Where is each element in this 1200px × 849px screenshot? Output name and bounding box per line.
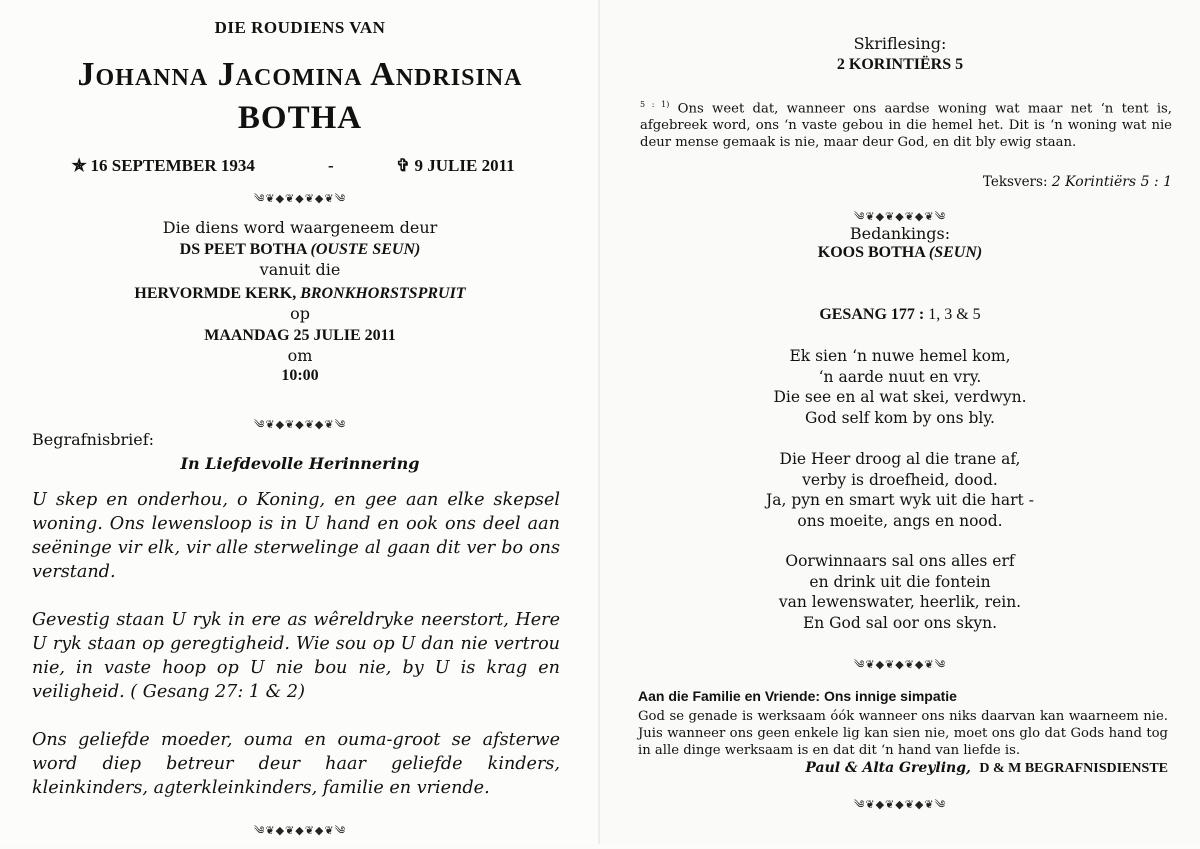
cross-icon: ✞ <box>396 156 411 175</box>
signature-line <box>805 760 1168 777</box>
condolence-title: Aan die Familie en Vriende: Ons innige simpatie <box>638 688 957 704</box>
scripture-verse <box>640 96 1172 151</box>
minister-note: (OUSTE SEUN) <box>310 241 421 258</box>
on-line: op <box>290 304 310 323</box>
church-name: HERVORMDE KERK, <box>134 285 297 302</box>
hymn-verses: 1, 3 & 5 <box>928 306 981 323</box>
from-line: vanuit die <box>259 260 341 279</box>
funeral-company: D & M BEGRAFNISDIENSTE <box>979 761 1168 776</box>
right-page <box>600 0 1200 844</box>
letter-paragraph: U skep en onderhou, o Koning, en gee aan elke skepsel woning. Ons lewensloop is in U hand en ook ons deel aan seëninge vir elk, vir alle sterwelinge al gaan dit ver bo ons verstand. <box>32 490 560 582</box>
at-line: om <box>287 346 313 365</box>
hymn-stanza: Die Heer droog al die trane af, verby is droefheid, dood. Ja, pyn en smart wyk uit die hart - ons moeite, angs en nood. <box>766 450 1034 530</box>
church-place: BRONKHORSTSPRUIT <box>300 285 466 302</box>
reading-label: Skriflesing: <box>853 34 947 53</box>
church-line <box>0 284 600 304</box>
header-title: DIE ROUDIENS VAN <box>214 18 386 37</box>
service-date: MAANDAG 25 JULIE 2011 <box>204 327 396 344</box>
minister-name: DS PEET BOTHA <box>179 241 307 258</box>
thanks-note: (SEUN) <box>928 244 983 261</box>
text-verse-ref: 2 Korintiërs 5 : 1 <box>1051 174 1172 190</box>
thanks-label: Bedankings: <box>849 224 951 243</box>
deceased-names: Johanna Jacomina Andrisina <box>77 56 523 93</box>
ornament-divider: ༄❦◆❦◆❦◆❦༄ <box>853 798 947 811</box>
ornament-divider: ༄❦◆❦◆❦◆❦༄ <box>253 418 347 431</box>
hymn-title: GESANG 177 : <box>819 306 925 323</box>
verse-text: Ons weet dat, wanneer ons aardse woning wat maar net ‘n tent is, afgebreek word, ons ‘n vaste gebou in die hemel het. Dit is ‘n woning wat nie deur mense gemaak is nie, maar deur God, en dit bly ewig staan. <box>640 101 1172 151</box>
reading-ref: 2 KORINTIËRS 5 <box>836 56 964 73</box>
ornament-divider: ༄❦◆❦◆❦◆❦༄ <box>853 210 947 223</box>
deceased-surname: BOTHA <box>237 100 363 136</box>
death-date: ✞ 9 JULIE 2011 <box>396 156 515 175</box>
star-icon: ✯ <box>72 156 87 175</box>
letter-paragraph: Ons geliefde moeder, ouma en ouma-groot se afsterwe word diep betreur deur haar geliefde kinders, kleinkinders, agterkleinkinders, familie en vriende. <box>32 730 560 798</box>
letter-paragraph: Gevestig staan U ryk in ere as wêreldryke neerstort, Here U ryk staan op geregtigheid. Wie sou op U dan nie vertrou nie, in vaste hoop op U nie bou nie, by U is krag en veiligheid. ( Gesang 27: 1 & 2) <box>32 610 560 702</box>
hymn-stanza: Ek sien ‘n nuwe hemel kom, ‘n aarde nuut en vry. Die see en al wat skei, verdwyn. God self kom by ons bly. <box>773 347 1027 427</box>
ornament-divider: ༄❦◆❦◆❦◆❦༄ <box>853 658 947 671</box>
thanks-line <box>600 244 1200 262</box>
ornament-divider: ༄❦◆❦◆❦◆❦༄ <box>253 824 347 837</box>
ornament-divider: ༄❦◆❦◆❦◆❦༄ <box>253 192 347 205</box>
signature-names: Paul & Alta Greyling, <box>805 760 971 776</box>
verse-number: 5 : 1) <box>640 100 670 109</box>
thanks-name: KOOS BOTHA <box>817 244 925 261</box>
letter-label: Begrafnisbrief: <box>32 430 154 449</box>
left-page <box>0 0 600 844</box>
letter-title: In Liefdevolle Herinnering <box>180 454 420 473</box>
birth-date: ✯ 16 SEPTEMBER 1934 <box>72 156 255 175</box>
date-separator: - <box>328 156 334 175</box>
hymn-heading <box>600 306 1200 324</box>
hymn-stanza: Oorwinnaars sal ons alles erf en drink uit die fontein van lewenswater, heerlik, rein. En God sal oor ons skyn. <box>778 552 1022 632</box>
service-time: 10:00 <box>281 367 319 384</box>
service-details <box>0 218 600 386</box>
text-verse <box>983 174 1172 190</box>
minister-line <box>0 240 600 260</box>
text-verse-label: Teksvers: <box>982 174 1048 190</box>
condolence-text: God se genade is werksaam óók wanneer ons niks daarvan kan waarneem nie. Juis wanneer ons geen enkele lig kan sien nie, moet ons glo dat Gods hand tog in alle dinge werksaam is en dat dit ‘n hand van liefde is. <box>638 709 1168 758</box>
service-line: Die diens word waargeneem deur <box>162 218 438 237</box>
